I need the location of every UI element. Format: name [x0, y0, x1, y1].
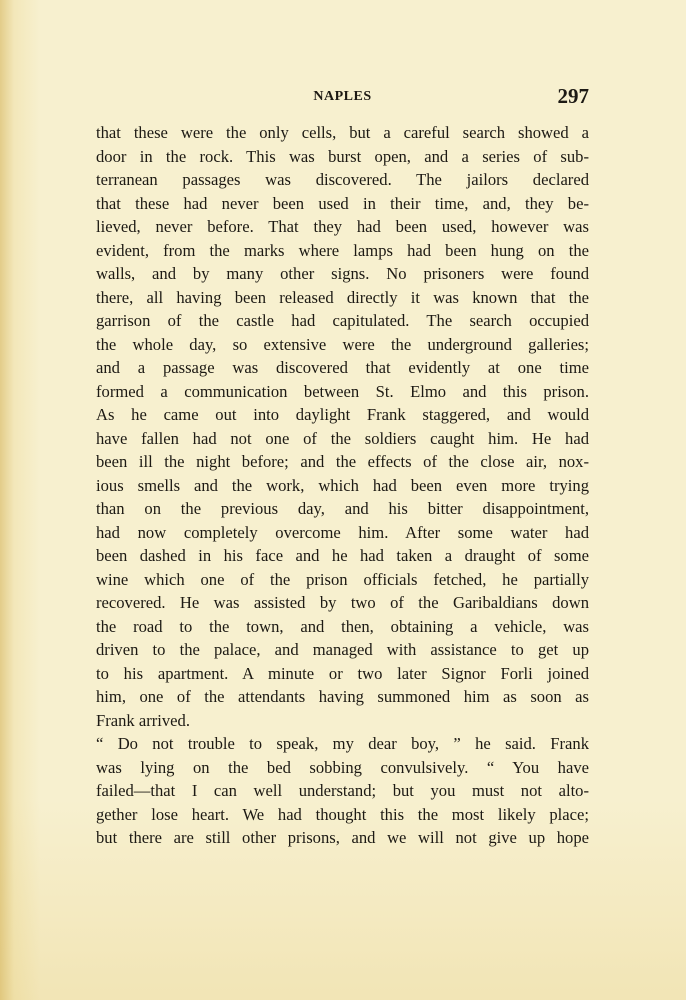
text-line: there, all having been released directly it was known that the	[96, 287, 589, 307]
text-line: terranean passages was discovered. The jailors declared	[96, 170, 589, 189]
text-line: wine which one of the prison officials fetched, he partially	[96, 569, 589, 589]
text-line: that these had never been used in their time, and, they be-	[96, 193, 589, 213]
page-number: 297	[557, 84, 589, 108]
running-head	[96, 84, 589, 110]
text-line: failed—that I can well understand; but you must not alto-	[96, 781, 589, 800]
running-title: NAPLES	[313, 89, 372, 104]
text-line: been ill the night before; and the effects of the close air, nox-	[96, 452, 589, 471]
text-line: have fallen had not one of the soldiers caught him. He had	[96, 428, 589, 448]
text-line: that these were the only cells, but a careful search showed a	[96, 123, 589, 142]
text-line: ious smells and the work, which had been even more trying	[96, 475, 589, 495]
text-line: “ Do not trouble to speak, my dear boy, ” he said. Frank	[96, 734, 589, 753]
text-line: than on the previous day, and his bitter disappointment,	[96, 499, 589, 518]
text-line: garrison of the castle had capitulated. The search occupied	[96, 311, 589, 330]
text-line: evident, from the marks where lamps had been hung on the	[96, 240, 589, 260]
text-line: was lying on the bed sobbing convulsively. “ You have	[96, 757, 589, 777]
text-line: driven to the palace, and managed with assistance to get up	[96, 640, 589, 659]
text-line: but there are still other prisons, and we will not give up hope	[96, 828, 589, 847]
text-line: and a passage was discovered that evidently at one time	[96, 358, 589, 377]
text-line: recovered. He was assisted by two of the Garibaldians down	[96, 593, 589, 612]
text-line: the road to the town, and then, obtaining a vehicle, was	[96, 616, 589, 636]
text-line: walls, and by many other signs. No prisoners were found	[96, 264, 589, 283]
text-line: to his apartment. A minute or two later Signor Forli joined	[96, 663, 589, 683]
text-line: been dashed in his face and he had taken a draught of some	[96, 546, 589, 565]
text-line: the whole day, so extensive were the underground galleries;	[96, 334, 589, 354]
text-line: had now completely overcome him. After some water had	[96, 522, 589, 542]
text-line: gether lose heart. We had thought this the most likely place;	[96, 804, 589, 824]
text-line: lieved, never before. That they had been used, however was	[96, 217, 589, 236]
body-text	[96, 121, 589, 850]
text-line: formed a communication between St. Elmo and this prison.	[96, 381, 589, 401]
text-line: him, one of the attendants having summoned him as soon as	[96, 687, 589, 706]
text-line: door in the rock. This was burst open, and a series of sub-	[96, 146, 589, 166]
text-line: Frank arrived.	[96, 710, 190, 730]
text-line: As he came out into daylight Frank staggered, and would	[96, 405, 589, 424]
